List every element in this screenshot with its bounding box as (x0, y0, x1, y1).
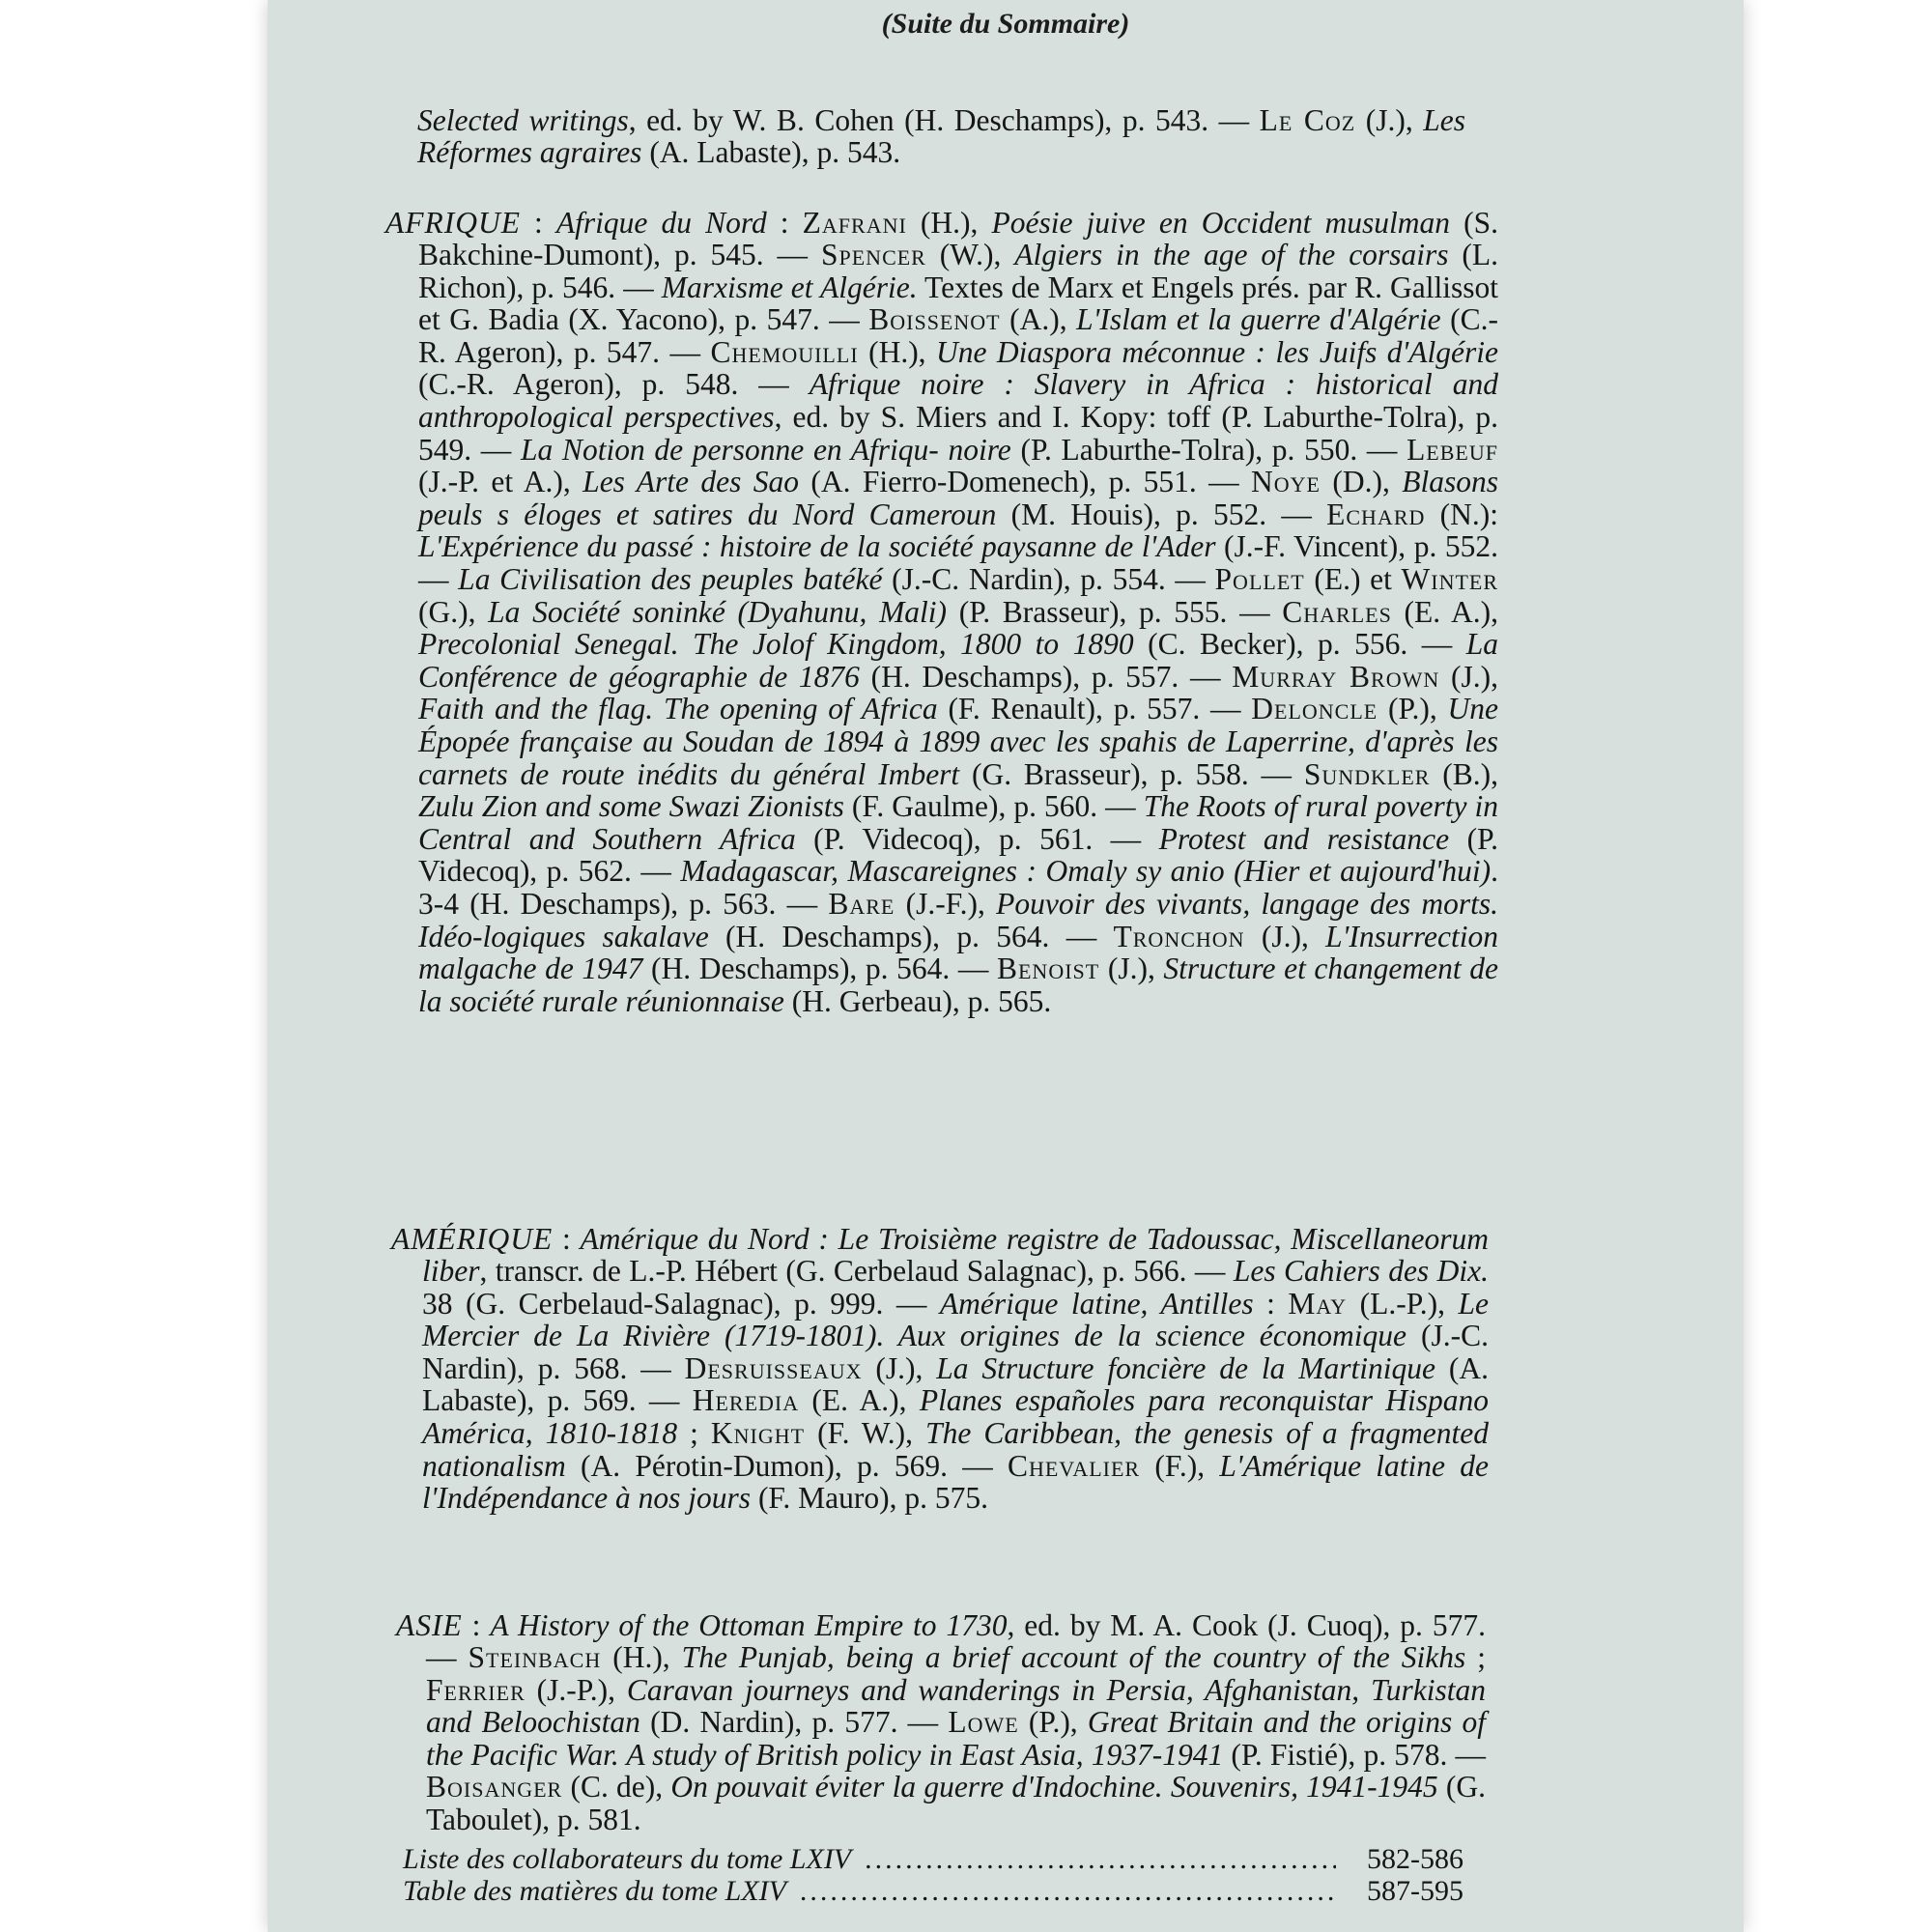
book-title: Marxisme et Algérie. (661, 270, 918, 304)
section-amerique (391, 1223, 1489, 1515)
author-name: Lebeuf (1406, 432, 1498, 467)
book-title: L'Expérience du passé : histoire de la société paysanne de l'Ader (418, 529, 1216, 564)
citation-text: (H. Gerbeau), p. 565. (783, 983, 1052, 1018)
citation-text: , ed. by M. A. Cook (J. Cuoq), p. 577. — (426, 1607, 1486, 1675)
citation-text: (S. Bakchine-Dumont), p. 545. — (418, 205, 1498, 272)
book-title: L'Amérique latine de l'Indépendance à nos jours (422, 1448, 1490, 1516)
citation-text: (P.), (1378, 692, 1448, 726)
book-title: La Société soninké (Dyahunu, Mali) (488, 594, 948, 629)
citation-text: (H. Deschamps), p. 564. — (642, 952, 997, 986)
toc-label: Liste des collaborateurs du tome LXIV (403, 1843, 852, 1875)
book-title: La Structure foncière de la Martinique (936, 1350, 1435, 1385)
book-title: Une Diaspora méconnue : les Juifs d'Algérie (936, 334, 1498, 369)
citation-text: (F. W.), (805, 1416, 926, 1451)
region-heading: ASIE (396, 1607, 463, 1642)
author-name: Charles (1282, 594, 1392, 629)
author-name: Boissenot (868, 302, 1001, 337)
citation-text: (N.): (1425, 497, 1498, 531)
citation-text: (E.) et (1304, 562, 1402, 597)
author-name: Echard (1326, 497, 1426, 531)
citation-text: (J.), (1439, 659, 1498, 694)
author-name: Boisanger (426, 1770, 563, 1804)
author-name: Benoist (996, 952, 1100, 986)
citation-text: (J.-F.), (895, 886, 997, 921)
journal-page (268, 0, 1744, 1932)
citation-text: (J.), (1099, 952, 1164, 986)
author-name: Chevalier (1007, 1448, 1141, 1483)
citation-text: (J.-P. et A.), (418, 465, 583, 499)
citation-text: (D.), (1320, 465, 1403, 499)
citation-text: . 3-4 (H. Deschamps), p. 563. — (418, 854, 1499, 921)
author-name: Deloncle (1251, 692, 1378, 726)
citation-text: (A. Fierro-Domenech), p. 551. — (799, 465, 1251, 499)
citation-text: (F. Renault), p. 557. — (937, 692, 1252, 726)
citation-text: (F. Gaulme), p. 560. — (843, 789, 1144, 824)
book-title: Afrique noire : Slavery in Africa : historical and anthropological perspectives (418, 367, 1498, 435)
book-title: Caravan journeys and wanderings in Persia, Afghanistan, Turkistan and Beloochistan (426, 1672, 1487, 1740)
book-title: A History of the Ottoman Empire to 1730 (490, 1607, 1008, 1642)
book-title: Le Mercier de La Rivière (1719-1801). Aux origines de la science économique (422, 1286, 1489, 1353)
citation-text: (H.), (906, 205, 992, 240)
citation-text: (G. Brasseur), p. 558. — (959, 756, 1304, 791)
section-asie (396, 1609, 1486, 1836)
citation-text: (G. Taboulet), p. 581. (426, 1770, 1486, 1837)
book-title: La Notion de personne en Afriqu- noire (520, 432, 1011, 467)
citation-text: , ed. by W. B. Cohen (H. Deschamps), p. 543. — (628, 102, 1260, 137)
citation-text: (J.-C. Nardin), p. 554. — (882, 562, 1215, 597)
toc-leader-dots (800, 1875, 1336, 1907)
citation-text: (W.), (925, 238, 1015, 272)
author-name: Bare (828, 886, 895, 921)
book-title: Poésie juive en Occident musulman (991, 205, 1450, 240)
toc-pages: 582-586 (1367, 1843, 1463, 1875)
book-title: Une Épopée française au Soudan de 1894 à 1899 avec les spahis de Laperrine, d'après les carnets de route inédits du général Imbert (418, 692, 1499, 791)
toc-row (403, 1875, 1463, 1907)
region-heading: AFRIQUE (385, 205, 521, 240)
book-title: The Punjab, being a brief account of the country of the Sikhs (681, 1640, 1466, 1675)
citation-text: (C.-R. Ageron), p. 548. — (418, 367, 810, 402)
citation-text: (L.-P.), (1347, 1286, 1459, 1321)
citation-text: : (553, 1221, 581, 1256)
citation-text: (A. Pérotin-Dumon), p. 569. — (565, 1448, 1008, 1483)
citation-text: , transcr. de L.-P. Hébert (G. Cerbelaud Salagnac), p. 566. — (479, 1254, 1234, 1289)
author-name: Heredia (692, 1383, 800, 1418)
citation-text: (L. Richon), p. 546. — (418, 238, 1499, 304)
citation-text: (G.), (418, 594, 489, 629)
book-title: Structure et changement de la société rurale réunionnaise (418, 952, 1498, 1018)
citation-text: (P. Laburthe-Tolra), p. 550. — (1010, 432, 1407, 467)
citation-text: (E. A.), (799, 1383, 920, 1418)
book-title: Blasons peuls s éloges et satires du Nord Cameroun (418, 465, 1498, 531)
citation-text: (D. Nardin), p. 577. — (639, 1705, 949, 1740)
citation-text: : (462, 1607, 491, 1642)
book-title: Les Arte des Sao (582, 465, 800, 499)
citation-text: : (766, 205, 803, 240)
book-title: Les Réformes agraires (417, 102, 1465, 170)
citation-text: (C.-R. Ageron), p. 547. — (418, 302, 1498, 369)
citation-text: (H.), (601, 1640, 682, 1675)
author-name: Pollet (1214, 562, 1305, 597)
book-title: Selected writings (417, 102, 629, 137)
citation-text: : (1253, 1286, 1289, 1321)
toc-row (403, 1843, 1463, 1875)
citation-text: (M. Houis), p. 552. — (996, 497, 1327, 531)
citation-text: (C. de), (562, 1770, 671, 1804)
book-title: Planes españoles para reconquistar Hispano América, 1810-1818 (422, 1383, 1490, 1451)
citation-text: (P. Videcoq), p. 562. — (418, 821, 1498, 889)
citation-text: (C. Becker), p. 556. — (1133, 627, 1466, 662)
author-name: Noye (1251, 465, 1321, 499)
author-name: Zafrani (802, 205, 907, 240)
citation-text: (J.-C. Nardin), p. 568. — (422, 1319, 1489, 1385)
citation-text: (P.), (1018, 1705, 1088, 1740)
author-name: Steinbach (468, 1640, 602, 1675)
book-title: L'Islam et la guerre d'Algérie (1076, 302, 1441, 337)
book-title: Great Britain and the origins of the Pacific War. A study of British policy in East Asia, 1937-1941 (426, 1705, 1486, 1772)
book-title: The Caribbean, the genesis of a fragmented nationalism (422, 1416, 1489, 1483)
page-header: (Suite du Sommaire) (881, 8, 1130, 40)
book-title: Zulu Zion and some Swazi Zionists (418, 789, 844, 824)
book-title: La Conférence de géographie de 1876 (418, 627, 1498, 694)
citation-text: (J.), (1355, 102, 1424, 137)
book-title: Protest and resistance (1158, 821, 1450, 856)
author-name: Le Coz (1259, 102, 1356, 137)
section-afrique (385, 207, 1498, 1018)
author-name: Knight (710, 1416, 806, 1451)
citation-text: Textes de Marx et Engels prés. par R. Gallissot et G. Badia (X. Yacono), p. 547. — (418, 270, 1499, 337)
book-title: The Roots of rural poverty in Central and Southern Africa (418, 789, 1498, 856)
citation-text: : (520, 205, 556, 240)
citation-text: (B.), (1430, 756, 1498, 791)
book-title: Precolonial Senegal. The Jolof Kingdom, 1800 to 1890 (418, 627, 1134, 662)
book-title: Algiers in the age of the corsairs (1014, 238, 1449, 272)
book-title: Pouvoir des vivants, langage des morts. Idéo-logiques sakalave (418, 886, 1498, 953)
book-title: Les Cahiers des Dix. (1233, 1254, 1489, 1289)
citation-text: (F. Mauro), p. 575. (751, 1481, 989, 1516)
book-title: Faith and the flag. The opening of Africa (418, 692, 938, 726)
author-name: Ferrier (426, 1672, 526, 1707)
book-title: Madagascar, Mascareignes : Omaly sy anio (Hier et aujourd'hui) (680, 854, 1492, 889)
citation-text: (H.), (858, 334, 936, 369)
citation-text: (P. Brasseur), p. 555. — (947, 594, 1283, 629)
author-name: Winter (1401, 562, 1499, 597)
citation-text: (A.), (1000, 302, 1077, 337)
citation-text: (H. Deschamps), p. 557. — (859, 659, 1233, 694)
citation-text: ; (677, 1416, 711, 1451)
book-title: On pouvait éviter la guerre d'Indochine. Souvenirs, 1941-1945 (670, 1770, 1438, 1804)
table-of-contents (403, 1843, 1463, 1907)
author-name: Tronchon (1113, 919, 1245, 953)
citation-text: (J.), (1244, 919, 1326, 953)
citation-text: (A. Labaste), p. 543. (641, 135, 901, 170)
book-title: Amérique latine, Antilles (939, 1286, 1254, 1321)
book-title: Afrique du Nord (555, 205, 767, 240)
citation-text: (F.), (1140, 1448, 1220, 1483)
citation-text: ; (1465, 1640, 1486, 1675)
entry-continuation (417, 104, 1465, 169)
book-title: La Civilisation des peuples batéké (458, 562, 883, 597)
toc-label: Table des matières du tome LXIV (403, 1875, 786, 1907)
author-name: Chemouilli (710, 334, 859, 369)
citation-text: (E. A.), (1391, 594, 1498, 629)
citation-text: (J.), (862, 1350, 937, 1385)
citation-text: (P. Videcoq), p. 561. — (795, 821, 1159, 856)
book-title: Amérique du Nord : Le Troisième registre de Tadoussac, Miscellaneorum liber (422, 1221, 1489, 1289)
author-name: May (1288, 1286, 1348, 1321)
book-title: L'Insurrection malgache de 1947 (418, 919, 1498, 986)
author-name: Murray Brown (1232, 659, 1440, 694)
citation-text: (J.-F. Vincent), p. 552. — (418, 529, 1498, 597)
author-name: Desruisseaux (684, 1350, 863, 1385)
author-name: Lowe (948, 1705, 1019, 1740)
citation-text: 38 (G. Cerbelaud-Salagnac), p. 999. — (422, 1286, 940, 1321)
author-name: Spencer (820, 238, 926, 272)
citation-text: , ed. by S. Miers and I. Kopy: toff (P. Laburthe-Tolra), p. 549. — (418, 400, 1498, 467)
citation-text: (J.-P.), (525, 1672, 627, 1707)
toc-leader-dots (865, 1843, 1336, 1875)
region-heading: AMÉRIQUE (391, 1221, 554, 1256)
citation-text: (H. Deschamps), p. 564. — (708, 919, 1114, 953)
citation-text: (P. Fistié), p. 578. — (1223, 1737, 1486, 1772)
citation-text: (A. Labaste), p. 569. — (422, 1350, 1489, 1418)
author-name: Sundkler (1303, 756, 1431, 791)
toc-pages: 587-595 (1367, 1875, 1463, 1907)
